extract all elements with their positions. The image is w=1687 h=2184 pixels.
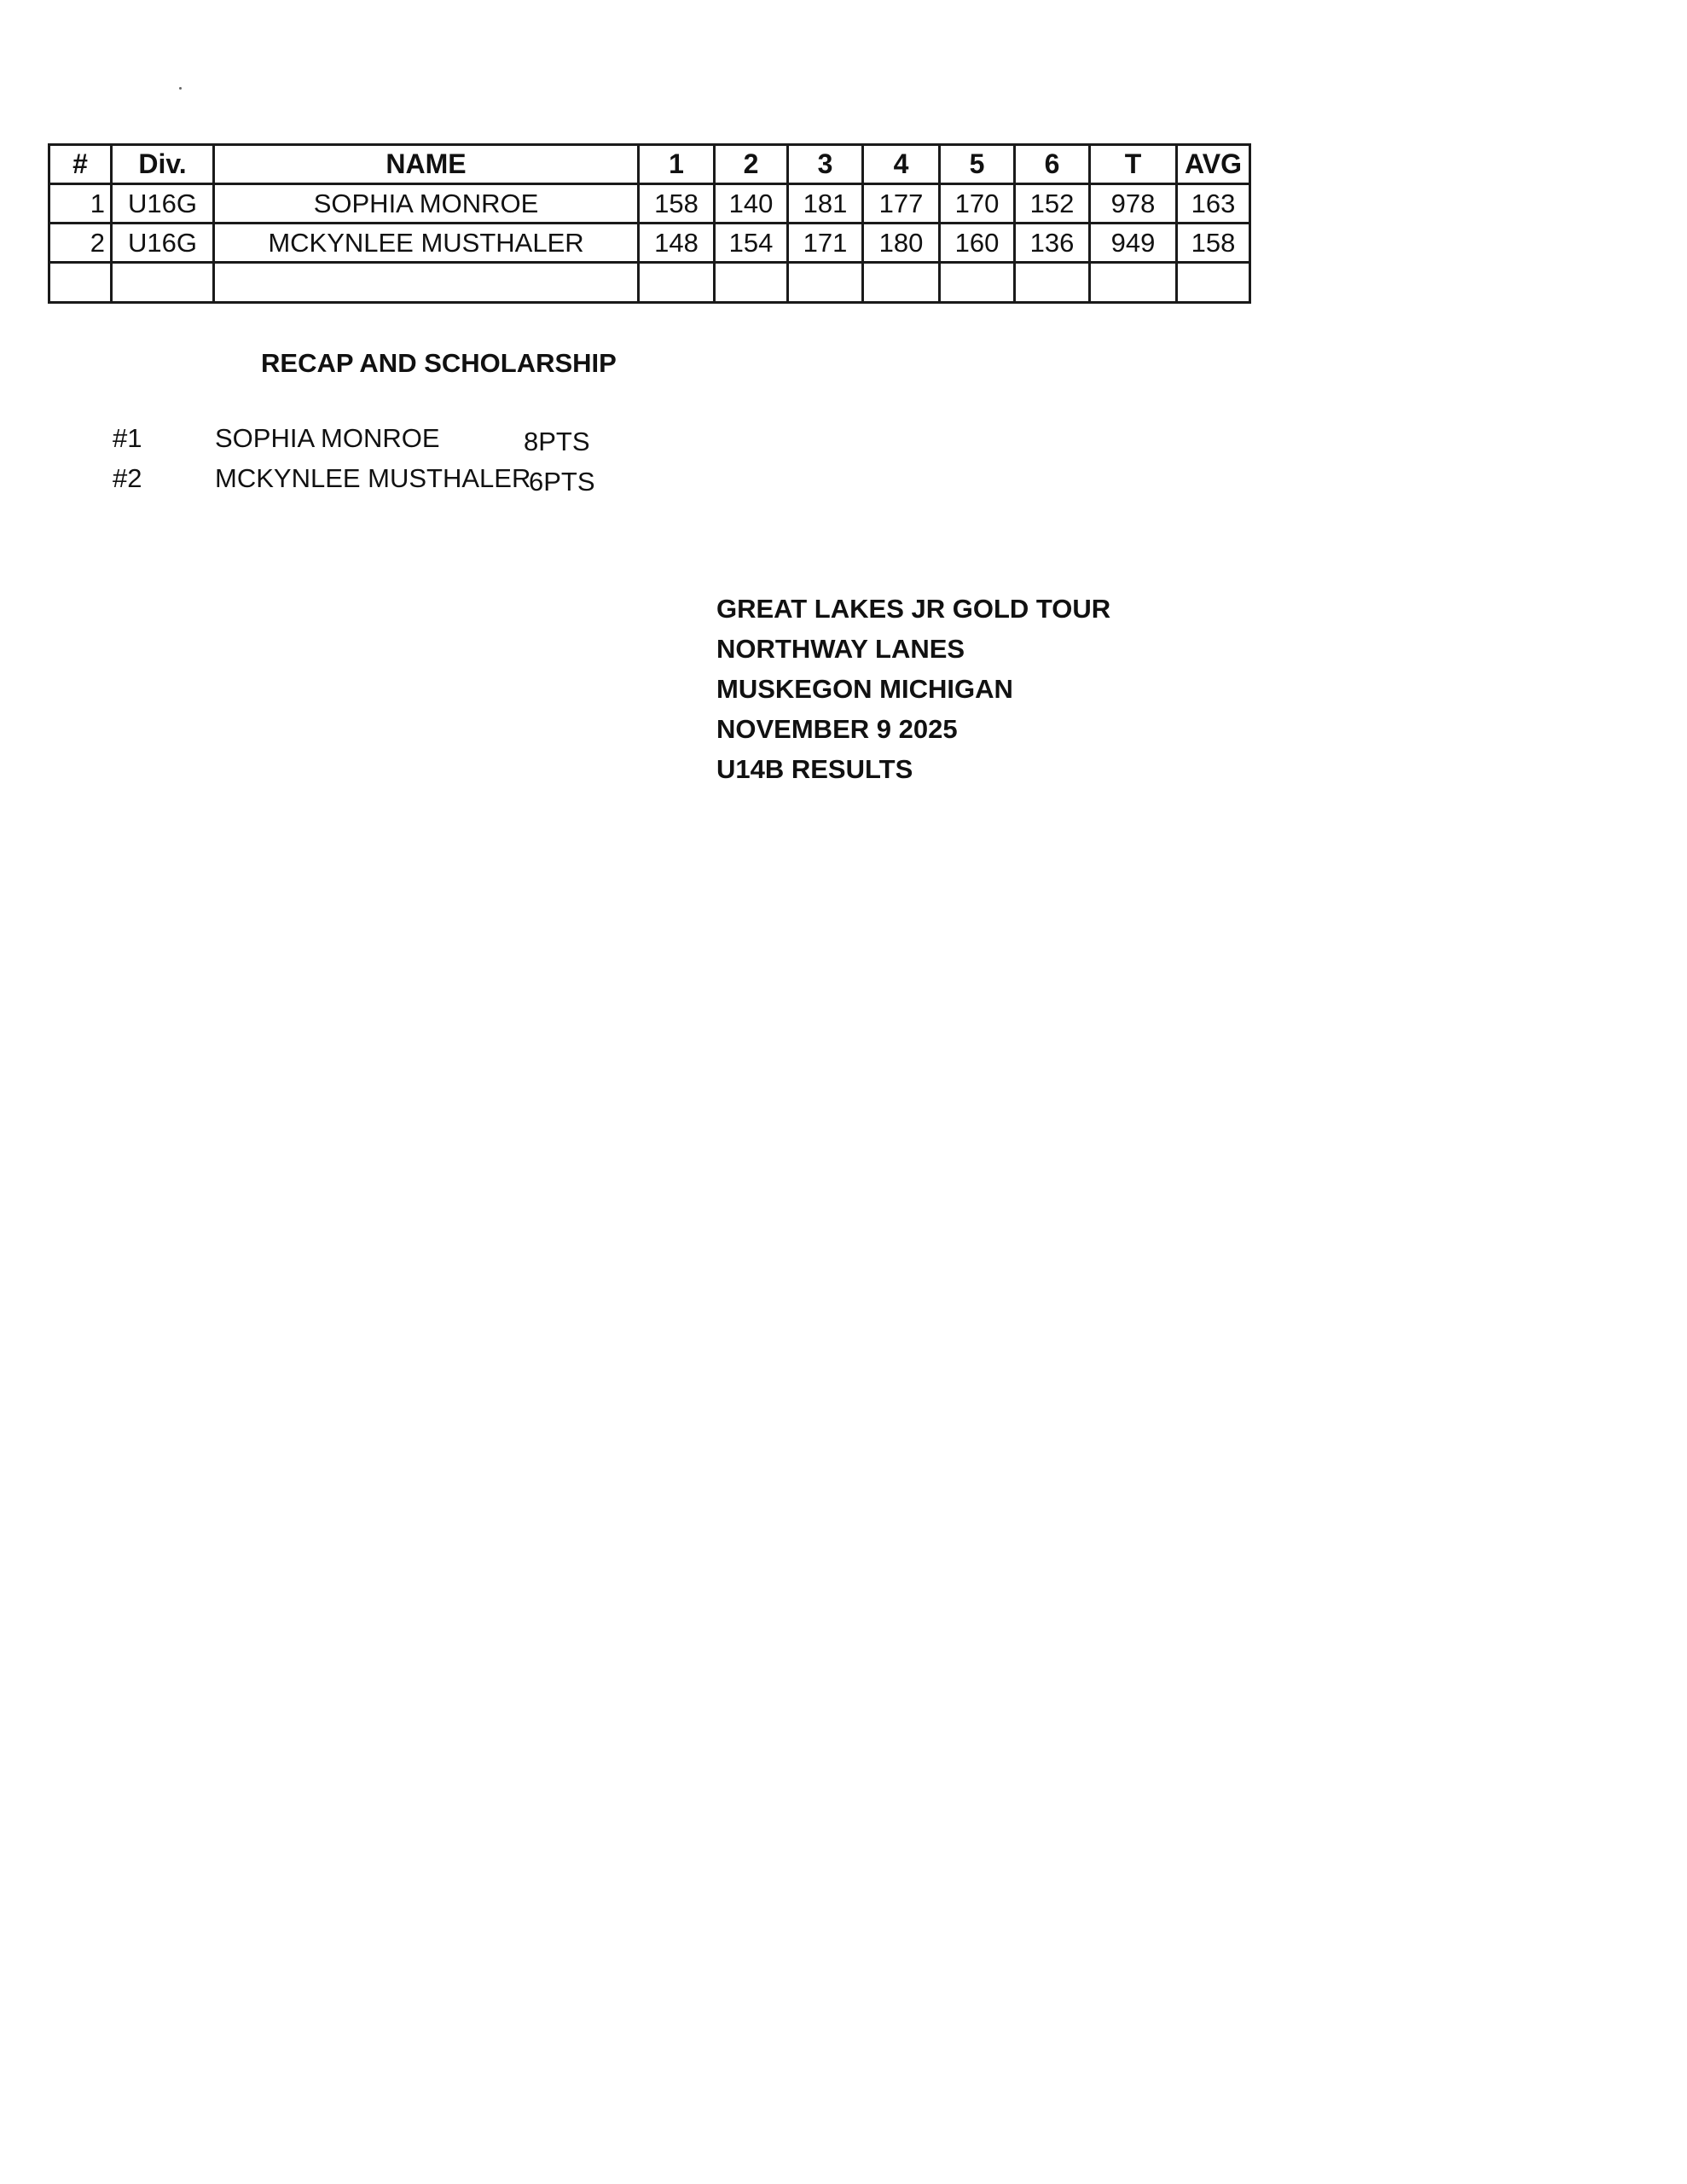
empty-cell [214,263,639,303]
header-game-1: 1 [639,145,715,184]
table-row [49,224,1250,263]
row-game-4: 180 [863,224,940,263]
row-rank: 1 [49,184,112,224]
row-division: U16G [112,184,214,224]
empty-cell [940,263,1015,303]
recap-points: 6PTS [529,467,595,497]
row-average: 163 [1177,184,1250,224]
header-division: Div. [112,145,214,184]
row-game-4: 177 [863,184,940,224]
recap-title: RECAP AND SCHOLARSHIP [261,348,617,378]
recap-rank: #2 [113,463,142,493]
row-game-3: 171 [788,224,863,263]
row-rank: 2 [49,224,112,263]
table-header-row [49,145,1250,184]
empty-cell [1015,263,1090,303]
event-tour: GREAT LAKES JR GOLD TOUR [716,594,1111,624]
row-game-2: 154 [715,224,788,263]
row-game-6: 136 [1015,224,1090,263]
empty-cell [1090,263,1177,303]
empty-cell [715,263,788,303]
empty-cell [863,263,940,303]
empty-table-row [49,263,1250,303]
event-results-label: U14B RESULTS [716,754,913,784]
row-game-5: 160 [940,224,1015,263]
scan-speck [179,87,182,90]
row-name: SOPHIA MONROE [214,184,639,224]
header-rank: # [49,145,112,184]
empty-cell [112,263,214,303]
row-total: 978 [1090,184,1177,224]
row-game-1: 158 [639,184,715,224]
header-name: NAME [214,145,639,184]
recap-name: SOPHIA MONROE [215,423,440,453]
header-average: AVG [1177,145,1250,184]
event-venue: NORTHWAY LANES [716,634,965,664]
table-row [49,184,1250,224]
recap-rank: #1 [113,423,142,453]
event-city: MUSKEGON MICHIGAN [716,674,1013,704]
row-average: 158 [1177,224,1250,263]
row-game-3: 181 [788,184,863,224]
header-game-3: 3 [788,145,863,184]
header-game-5: 5 [940,145,1015,184]
header-game-2: 2 [715,145,788,184]
row-game-5: 170 [940,184,1015,224]
empty-cell [788,263,863,303]
header-total: T [1090,145,1177,184]
empty-cell [1177,263,1250,303]
header-game-6: 6 [1015,145,1090,184]
event-info [716,589,1110,789]
event-date: NOVEMBER 9 2025 [716,714,958,744]
recap-points: 8PTS [524,427,590,456]
row-division: U16G [112,224,214,263]
empty-cell [49,263,112,303]
row-game-6: 152 [1015,184,1090,224]
recap-name: MCKYNLEE MUSTHALER [215,463,531,493]
scores-table [48,143,1251,304]
row-game-2: 140 [715,184,788,224]
row-name: MCKYNLEE MUSTHALER [214,224,639,263]
empty-cell [639,263,715,303]
row-total: 949 [1090,224,1177,263]
header-game-4: 4 [863,145,940,184]
row-game-1: 148 [639,224,715,263]
